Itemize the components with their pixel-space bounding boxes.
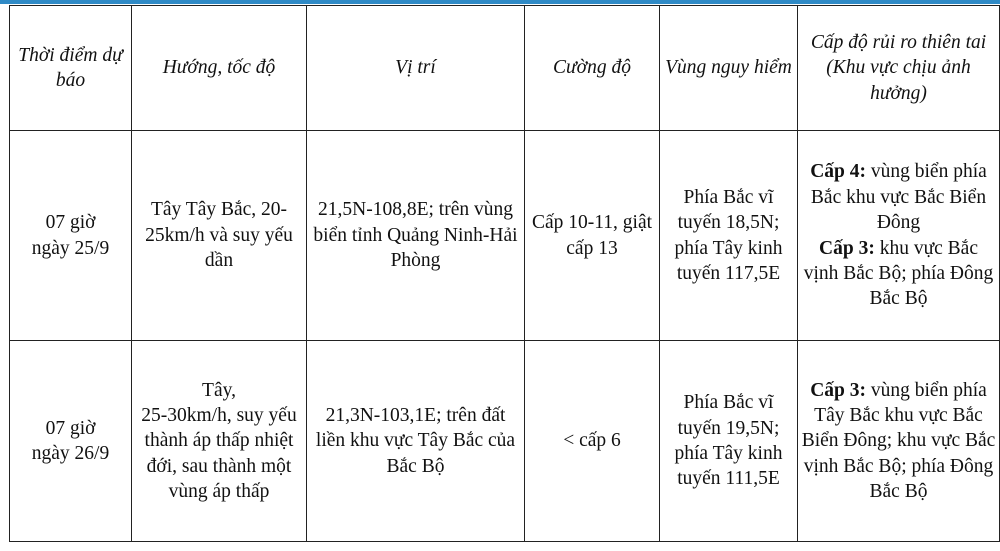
header-danger-zone: Vùng nguy hiểm: [660, 6, 798, 131]
table-row: [10, 341, 1000, 542]
cell-time: [10, 131, 132, 341]
cell-risk-level: [798, 341, 1000, 542]
risk-level-label: Cấp 3:: [810, 379, 866, 401]
risk-level-text: khu vực Bắc vịnh Bắc Bộ; phía Đông Bắc Bộ: [803, 237, 994, 310]
time-date: ngày 26/9: [31, 443, 110, 464]
risk-level-text: vùng biển phía Tây Bắc khu vực Bắc Biển Đông; khu vực Bắc vịnh Bắc Bộ; phía Đông Bắc Bộ: [801, 379, 996, 503]
cell-position: 21,5N-108,8E; trên vùng biển tỉnh Quảng Ninh-Hải Phòng: [307, 131, 525, 341]
table-row: [10, 131, 1000, 341]
header-time: Thời điểm dự báo: [10, 6, 132, 131]
header-direction-speed: Hướng, tốc độ: [132, 6, 307, 131]
cell-intensity: Cấp 10-11, giật cấp 13: [525, 131, 660, 341]
table-header-row: [10, 6, 1000, 131]
cell-direction: [132, 341, 307, 542]
cell-position: 21,3N-103,1E; trên đất liền khu vực Tây Bắc của Bắc Bộ: [307, 341, 525, 542]
cell-danger-zone: Phía Bắc vĩ tuyến 18,5N; phía Tây kinh tuyến 117,5E: [660, 131, 798, 341]
risk-level-text: vùng biển phía Bắc khu vực Bắc Biển Đông: [810, 161, 987, 234]
direction-detail: 25-30km/h, suy yếu thành áp thấp nhiệt đới, sau thành một vùng áp thấp: [141, 404, 297, 503]
time-hour: 07 giờ: [45, 212, 96, 234]
cell-risk-level: [798, 131, 1000, 341]
header-intensity: Cường độ: [525, 6, 660, 131]
header-risk-level: Cấp độ rủi ro thiên tai (Khu vực chịu ảnh hưởng): [798, 6, 1000, 131]
header-position: Vị trí: [307, 6, 525, 131]
direction-heading: Tây,: [202, 379, 236, 401]
cell-danger-zone: Phía Bắc vĩ tuyến 19,5N; phía Tây kinh tuyến 111,5E: [660, 341, 798, 542]
forecast-table: [9, 5, 1000, 542]
time-hour: 07 giờ: [45, 417, 96, 439]
cell-intensity: < cấp 6: [525, 341, 660, 542]
cell-time: [10, 341, 132, 542]
cell-direction: Tây Tây Bắc, 20-25km/h và suy yếu dần: [132, 131, 307, 341]
risk-level-label: Cấp 3:: [819, 237, 875, 259]
risk-level-label: Cấp 4:: [810, 161, 866, 183]
top-accent-bar: [0, 0, 1000, 4]
time-date: ngày 25/9: [31, 237, 110, 259]
